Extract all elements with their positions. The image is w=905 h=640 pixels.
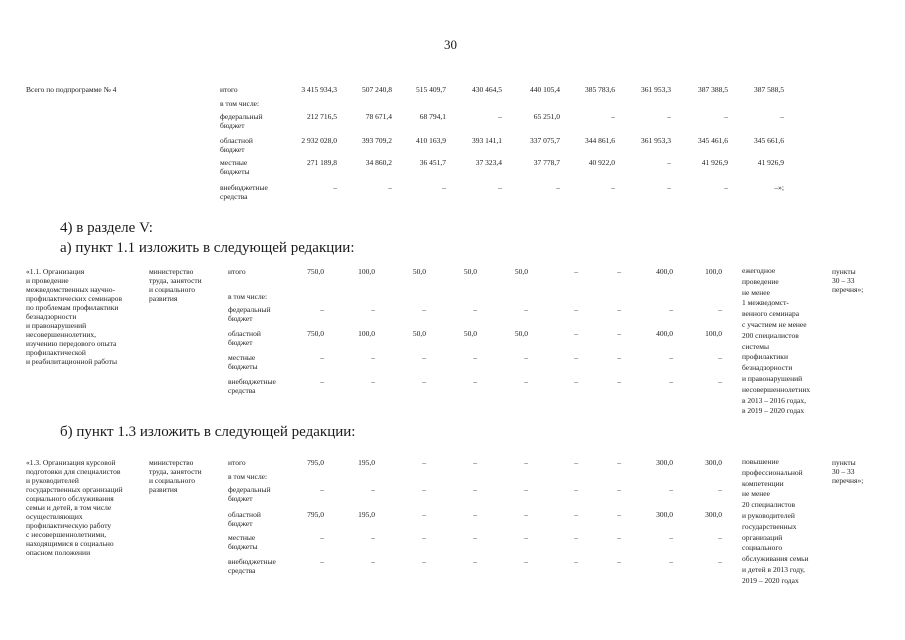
executor: министерство труда, занятости и социального развития — [149, 267, 202, 303]
cell-value: 300,0 — [656, 458, 673, 467]
cell-value: 50,0 — [412, 329, 426, 338]
cell-value: 36 451,7 — [419, 158, 446, 167]
cell-value: – — [718, 377, 722, 386]
cell-value: – — [524, 458, 528, 467]
cell-value: – — [442, 183, 446, 192]
cell-value: – — [669, 353, 673, 362]
cell-value: – — [667, 183, 671, 192]
cell-value: – — [320, 557, 324, 566]
cell-value: – — [669, 557, 673, 566]
cell-value: – — [422, 485, 426, 494]
row-label: федеральный бюджет — [228, 485, 271, 503]
row-label: местные бюджеты — [228, 533, 258, 551]
cell-value: – — [574, 329, 578, 338]
cell-value: 385 783,6 — [585, 85, 615, 94]
cell-value: – — [724, 183, 728, 192]
cell-value: – — [718, 305, 722, 314]
row-label: в том числе: — [228, 472, 268, 481]
cell-value: 410 163,9 — [416, 136, 446, 145]
cell-value: 41 926,9 — [757, 158, 784, 167]
cell-value: 50,0 — [463, 329, 477, 338]
row-label: итого — [220, 85, 238, 94]
cell-value: 387 388,5 — [698, 85, 728, 94]
cell-value: – — [320, 353, 324, 362]
row-label: внебюджетные средства — [228, 557, 276, 575]
row-label: в том числе: — [220, 99, 260, 108]
cell-value: 37 778,7 — [533, 158, 560, 167]
cell-value: 430 464,5 — [472, 85, 502, 94]
page-number: 30 — [444, 37, 457, 52]
cell-value: – — [422, 305, 426, 314]
row-label: итого — [228, 267, 246, 276]
executor: министерство труда, занятости и социального развития — [149, 458, 202, 494]
cell-value: – — [669, 533, 673, 542]
cell-value: – — [574, 377, 578, 386]
cell-value: – — [524, 557, 528, 566]
cell-value: – — [422, 458, 426, 467]
cell-value: – — [320, 533, 324, 542]
cell-value: 2 932 028,0 — [301, 136, 337, 145]
section-heading: 4) в разделе V: — [60, 220, 153, 236]
cell-value: 387 588,5 — [754, 85, 784, 94]
cell-value: – — [473, 510, 477, 519]
perechen-points: пункты 30 – 33 перечня»; — [832, 458, 864, 485]
cell-value: – — [320, 305, 324, 314]
cell-value: – — [473, 305, 477, 314]
row-label: федеральный бюджет — [228, 305, 271, 323]
cell-value: – — [473, 485, 477, 494]
cell-value: – — [574, 510, 578, 519]
row-label: в том числе: — [228, 292, 268, 301]
row-label: областной бюджет — [228, 510, 261, 528]
cell-value: – — [617, 377, 621, 386]
row-label: внебюджетные средства — [220, 183, 268, 201]
cell-value: 300,0 — [705, 458, 722, 467]
cell-value: – — [473, 533, 477, 542]
cell-value: – — [574, 533, 578, 542]
cell-value: – — [617, 305, 621, 314]
cell-value: – — [371, 353, 375, 362]
cell-value: – — [371, 557, 375, 566]
point-b-heading: б) пункт 1.3 изложить в следующей редакции: — [60, 424, 356, 440]
cell-value: – — [718, 353, 722, 362]
cell-value: – — [524, 533, 528, 542]
cell-value: 300,0 — [705, 510, 722, 519]
cell-value: – — [333, 183, 337, 192]
cell-value: – — [371, 485, 375, 494]
cell-value: 50,0 — [463, 267, 477, 276]
item-title: «1.3. Организация курсовой подготовки для специалистов и руководителей государственных организаций социального обслуживания семьи и детей, в том числе осуществляющих профилактическую работу с несовершеннолетними, находящимися в социально опасном положении — [26, 458, 123, 557]
cell-value: 750,0 — [307, 329, 324, 338]
cell-value: – — [667, 158, 671, 167]
cell-value: 337 075,7 — [530, 136, 560, 145]
row-label: местные бюджеты — [228, 353, 258, 371]
cell-value: – — [617, 267, 621, 276]
cell-value: 100,0 — [358, 329, 375, 338]
cell-value: 400,0 — [656, 329, 673, 338]
cell-value: – — [524, 305, 528, 314]
cell-value: 344 861,6 — [585, 136, 615, 145]
cell-value: 750,0 — [307, 267, 324, 276]
cell-value: – — [611, 112, 615, 121]
cell-value: 100,0 — [705, 329, 722, 338]
table-label: Всего по подпрограмме № 4 — [26, 85, 117, 94]
cell-value: – — [422, 533, 426, 542]
cell-value: 68 794,1 — [419, 112, 446, 121]
cell-value: – — [371, 377, 375, 386]
cell-value: 50,0 — [514, 267, 528, 276]
cell-value: – — [617, 329, 621, 338]
cell-value: 3 415 934,3 — [301, 85, 337, 94]
cell-value: 795,0 — [307, 458, 324, 467]
cell-value: – — [617, 557, 621, 566]
cell-value: 41 926,9 — [701, 158, 728, 167]
cell-value: – — [669, 377, 673, 386]
cell-value: – — [617, 510, 621, 519]
cell-value: – — [422, 353, 426, 362]
row-label: областной бюджет — [220, 136, 253, 154]
cell-value: – — [422, 377, 426, 386]
cell-value: 400,0 — [656, 267, 673, 276]
cell-value: – — [524, 510, 528, 519]
cell-value: – — [724, 112, 728, 121]
cell-value: 34 860,2 — [365, 158, 392, 167]
cell-value: 78 671,4 — [365, 112, 392, 121]
cell-value: – — [371, 305, 375, 314]
cell-value: – — [422, 510, 426, 519]
cell-value: 37 323,4 — [475, 158, 502, 167]
cell-value: 40 922,0 — [588, 158, 615, 167]
cell-value: – — [422, 557, 426, 566]
expected-result: ежегодное проведение не менее 1 межведомст- венного семинара с участием не менее 200 специалистов системы профилактики безнадзорности и правонарушений несовершеннолетних в 2013 – 2016 годах, в 2019 – 2020 годах — [742, 266, 811, 416]
cell-value: – — [320, 377, 324, 386]
cell-value: 195,0 — [358, 510, 375, 519]
cell-value: – — [473, 377, 477, 386]
expected-result: повышение профессиональной компетенции не менее 20 специалистов и руководителей государственных организаций социального обслуживания семьи и детей в 2013 году, 2019 – 2020 годах — [742, 457, 809, 585]
cell-value: 393 141,1 — [472, 136, 502, 145]
cell-value: –»; — [774, 183, 784, 192]
cell-value: 212 716,5 — [307, 112, 337, 121]
cell-value: 795,0 — [307, 510, 324, 519]
cell-value: – — [524, 485, 528, 494]
cell-value: 361 953,3 — [641, 85, 671, 94]
cell-value: 50,0 — [412, 267, 426, 276]
cell-value: 345 461,6 — [698, 136, 728, 145]
cell-value: 195,0 — [358, 458, 375, 467]
cell-value: 50,0 — [514, 329, 528, 338]
cell-value: – — [574, 485, 578, 494]
point-a-heading: а) пункт 1.1 изложить в следующей редакции: — [60, 240, 355, 256]
cell-value: – — [524, 353, 528, 362]
cell-value: – — [498, 183, 502, 192]
cell-value: 515 409,7 — [416, 85, 446, 94]
cell-value: 100,0 — [705, 267, 722, 276]
cell-value: – — [524, 377, 528, 386]
cell-value: – — [718, 485, 722, 494]
cell-value: 300,0 — [656, 510, 673, 519]
cell-value: – — [617, 485, 621, 494]
cell-value: – — [574, 267, 578, 276]
cell-value: 100,0 — [358, 267, 375, 276]
item-title: «1.1. Организация и проведение межведомственных научно- профилактических семинаров по проблемам профилактики безнадзорности и правонарушений несовершеннолетних, изучению передового опыта профилактической и реабилитационной работы — [26, 267, 123, 366]
perechen-points: пункты 30 – 33 перечня»; — [832, 267, 864, 294]
cell-value: – — [667, 112, 671, 121]
cell-value: – — [556, 183, 560, 192]
cell-value: – — [617, 458, 621, 467]
cell-value: – — [473, 557, 477, 566]
cell-value: – — [617, 353, 621, 362]
cell-value: 345 661,6 — [754, 136, 784, 145]
row-label: местные бюджеты — [220, 158, 250, 176]
cell-value: – — [371, 533, 375, 542]
cell-value: 507 240,8 — [362, 85, 392, 94]
cell-value: – — [718, 533, 722, 542]
cell-value: – — [473, 353, 477, 362]
cell-value: – — [780, 112, 784, 121]
cell-value: – — [574, 458, 578, 467]
cell-value: – — [669, 485, 673, 494]
cell-value: – — [473, 458, 477, 467]
row-label: внебюджетные средства — [228, 377, 276, 395]
cell-value: – — [498, 112, 502, 121]
cell-value: – — [611, 183, 615, 192]
cell-value: 440 105,4 — [530, 85, 560, 94]
cell-value: – — [574, 305, 578, 314]
cell-value: – — [574, 353, 578, 362]
cell-value: – — [718, 557, 722, 566]
cell-value: – — [320, 485, 324, 494]
row-label: итого — [228, 458, 246, 467]
row-label: федеральный бюджет — [220, 112, 263, 130]
cell-value: – — [388, 183, 392, 192]
cell-value: 65 251,0 — [533, 112, 560, 121]
cell-value: 271 189,8 — [307, 158, 337, 167]
cell-value: 393 709,2 — [362, 136, 392, 145]
cell-value: – — [574, 557, 578, 566]
cell-value: – — [669, 305, 673, 314]
row-label: областной бюджет — [228, 329, 261, 347]
cell-value: 361 953,3 — [641, 136, 671, 145]
cell-value: – — [617, 533, 621, 542]
